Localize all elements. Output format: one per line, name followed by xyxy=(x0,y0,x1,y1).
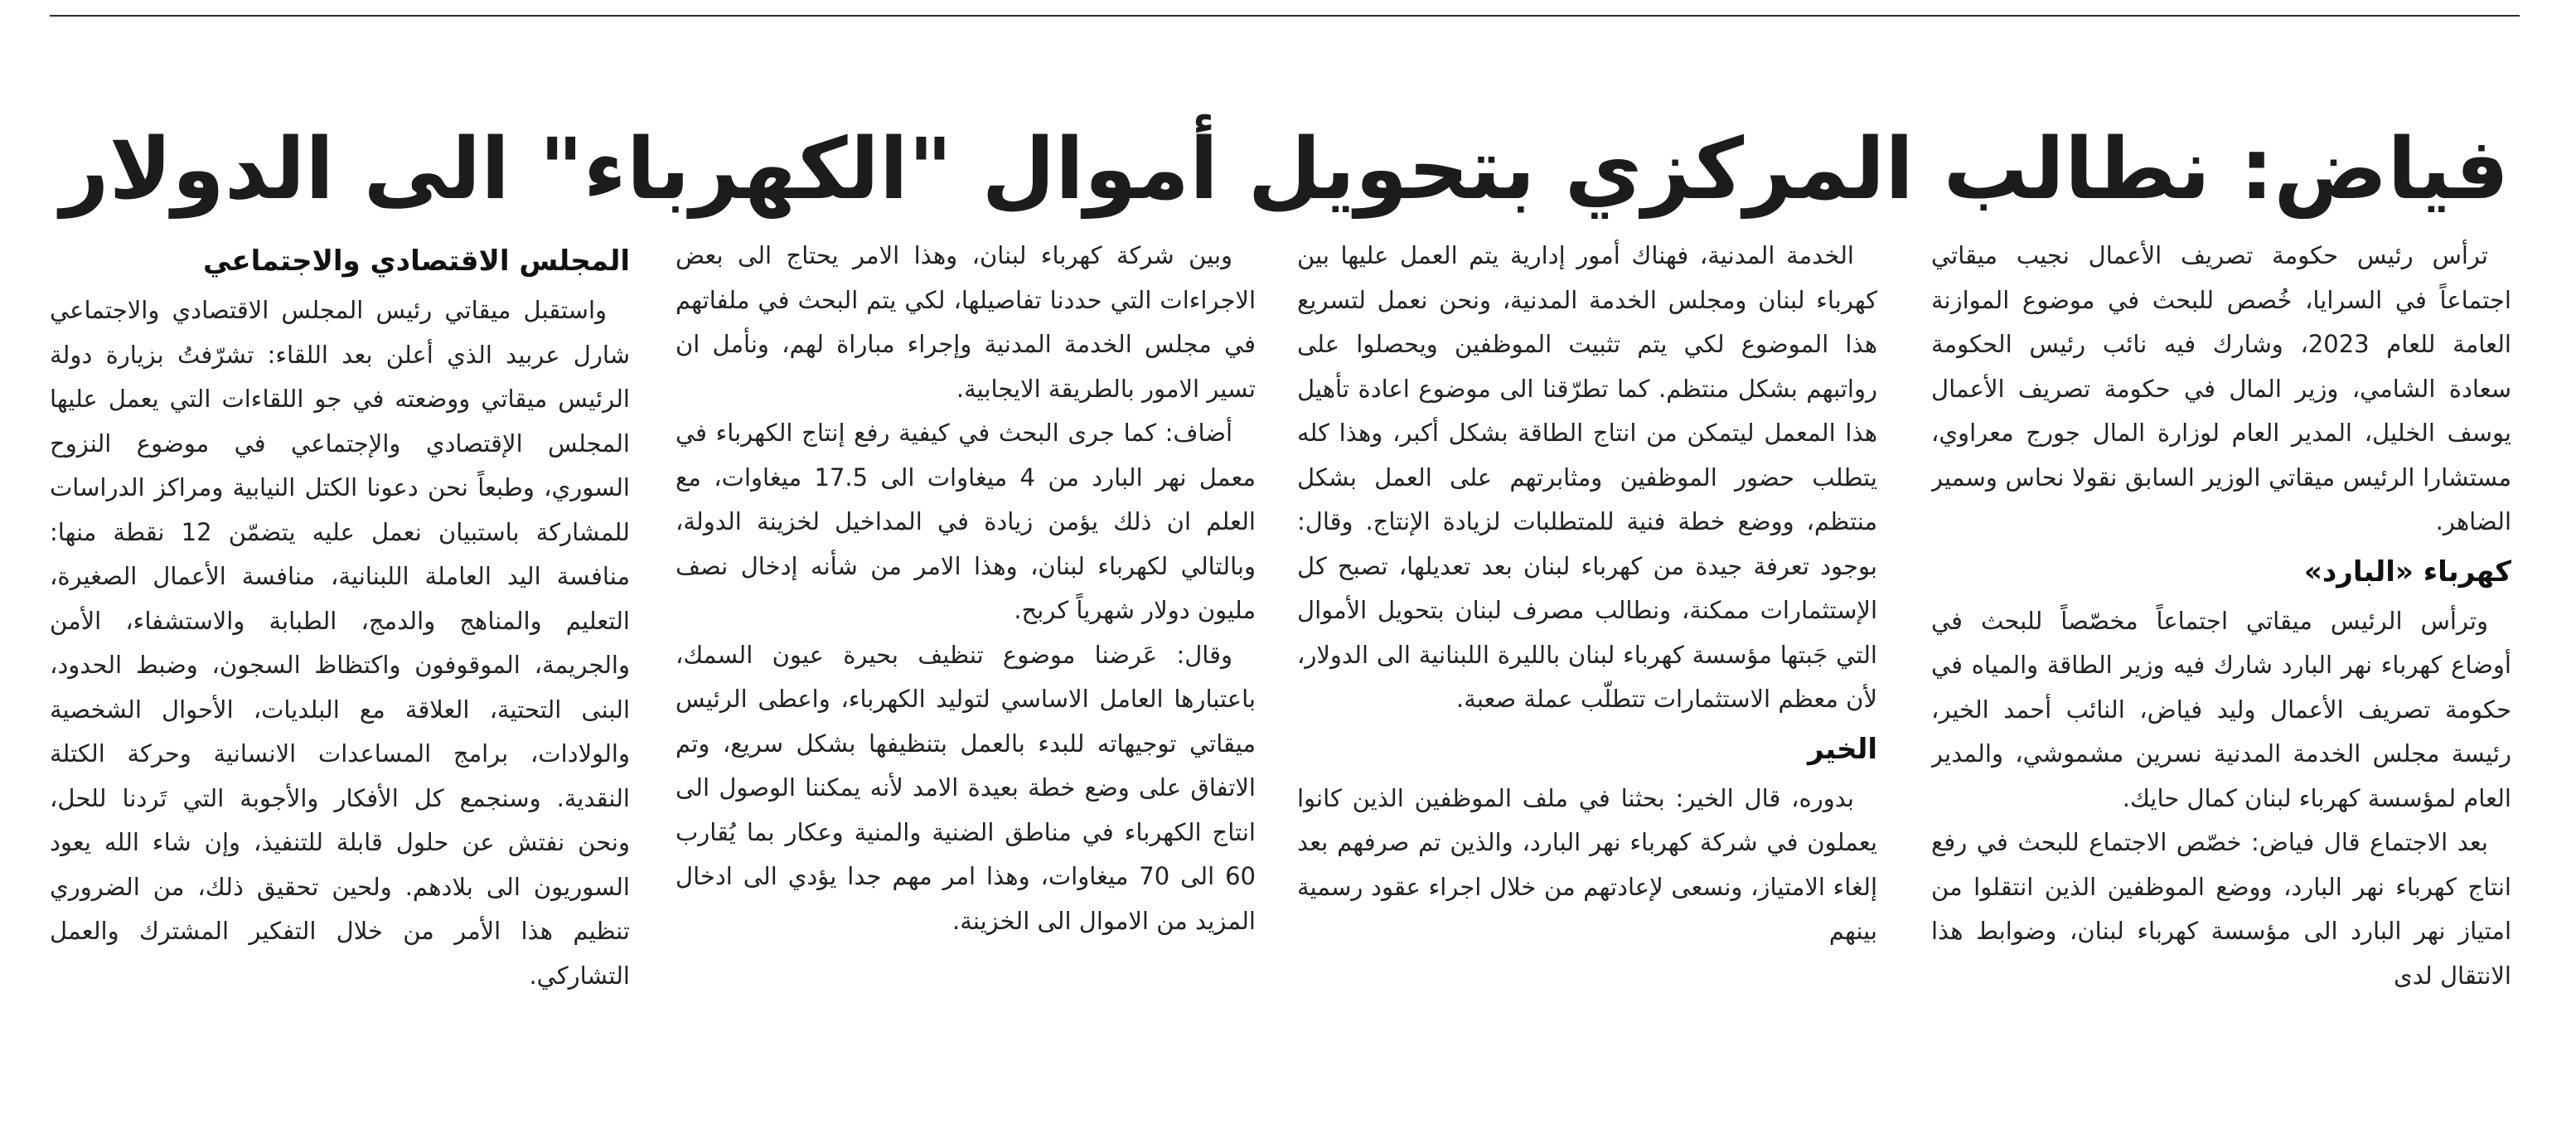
article-column-1 xyxy=(1931,234,2511,1096)
article-paragraph: بعد الاجتماع قال فياض: خصّص الاجتماع للبحث في رفع انتاج كهرباء نهر البارد، ووضع الموظفين الذين انتقلوا من امتياز نهر البارد الى مؤسسة كهرباء لبنان، وضوابط هذا الانتقال لدى xyxy=(1931,828,2511,990)
article-paragraph: بدوره، قال الخير: بحثنا في ملف الموظفين الذين كانوا يعملون في شركة كهرباء نهر البارد، والذين تم صرفهم بعد إلغاء الامتياز، ونسعى لإعادتهم من خلال اجراء عقود رسمية بينهم xyxy=(1297,783,1877,945)
article-column-2 xyxy=(1297,234,1877,1096)
article-paragraph: أضاف: كما جرى البحث في كيفية رفع إنتاج الكهرباء في معمل نهر البارد من 4 ميغاوات الى 17.5 ميغاوات، مع العلم ان ذلك يؤمن زيادة في المداخيل لخزينة الدولة، وبالتالي لكهرباء لبنان، وهذا الامر من شأنه إدخال نصف مليون دولار شهرياً كربح. xyxy=(675,419,1256,624)
article-paragraph: ترأس رئيس حكومة تصريف الأعمال نجيب ميقاتي اجتماعاً في السرايا، خُصص للبحث في موضوع الموازنة العامة للعام 2023، وشارك فيه نائب رئيس الحكومة سعادة الشامي، وزير المال في حكومة تصريف الأعمال يوسف الخليل، المدير العام لوزارة المال جورج معراوي، مستشارا الرئيس ميقاتي الوزير السابق نقولا نحاس وسمير الضاهر. xyxy=(1931,241,2511,535)
article-paragraph: وترأس الرئيس ميقاتي اجتماعاً مخصّصاً للبحث في أوضاع كهرباء نهر البارد شارك فيه وزير الطاقة والمياه في حكومة تصريف الأعمال وليد فياض، النائب أحمد الخير، رئيسة مجلس الخدمة المدنية نسرين مشموشي، والمدير العام لمؤسسة كهرباء لبنان كمال حايك. xyxy=(1931,606,2511,812)
section-subheading: كهرباء «البارد» xyxy=(2303,555,2511,589)
article-paragraph: واستقبل ميقاتي رئيس المجلس الاقتصادي والاجتماعي شارل عربيد الذي أعلن بعد اللقاء: تشرّفتُ بزيارة دولة الرئيس ميقاتي ووضعته في جو اللقاءات التي يعمل عليها المجلس الإقتصادي والإجتماعي في موضوع النزوح السوري، وطبعاً نحن دعونا الكتل النيابية ومراكز الدراسات للمشاركة باستبيان نعمل عليه يتضمّن 12 نقطة منها: منافسة اليد العاملة اللبنانية، منافسة الأعمال الصغيرة، التعليم والمناهج والدمج، الطبابة والاستشفاء، الأمن والجريمة، الموقوفون واكتظاظ السجون، وضبط الحدود، البنى التحتية، العلاقة مع البلديات، الأحوال الشخصية والولادات، برامج المساعدات الانسانية وحركة الكتلة النقدية. وسنجمع كل الأفكار والأجوبة التي تَردنا للحل، ونحن نفتش عن حلول قابلة للتنفيذ، وإن شاء الله يعود السوريون الى بلادهم. ولحين تحقيق ذلك، من الضروري تنظيم هذا الأمر من خلال التفكير المشترك والعمل التشاركي. xyxy=(50,296,630,990)
headline: فياض: نطالب المركزي بتحويل أموال "الكهرباء" الى الدولار xyxy=(60,120,2510,220)
top-rule xyxy=(50,15,2520,17)
article-column-4 xyxy=(50,234,630,1096)
article-paragraph: الخدمة المدنية، فهناك أمور إدارية يتم العمل عليها بين كهرباء لبنان ومجلس الخدمة المدنية، ونحن نعمل لتسريع هذا الموضوع لكي يتم تثبيت الموظفين ويحصلوا على رواتبهم بشكل منتظم. كما تطرّقنا الى موضوع اعادة تأهيل هذا المعمل ليتمكن من انتاج الطاقة بشكل أكبر، وهذا كله يتطلب حضور الموظفين ومثابرتهم على العمل بشكل منتظم، ووضع خطة فنية للمتطلبات لزيادة الإنتاج. وقال: بوجود تعرفة جيدة من كهرباء لبنان بعد تعديلها، تصبح كل الإستثمارات ممكنة، ونطالب مصرف لبنان بتحويل الأموال التي جَبتها مؤسسة كهرباء لبنان بالليرة اللبنانية الى الدولار، لأن معظم الاستثمارات تتطلّب عملة صعبة. xyxy=(1297,241,1877,713)
article-paragraph: وقال: عَرضنا موضوع تنظيف بحيرة عيون السمك، باعتبارها العامل الاساسي لتوليد الكهرباء، واعطى الرئيس ميقاتي توجيهاته للبدء بالعمل بتنظيفها بشكل سريع، وتم الاتفاق على وضع خطة بعيدة الامد لأنه يمكننا الوصول الى انتاج الكهرباء في مناطق الضنية والمنية وعكار بما يُقارب 60 الى 70 ميغاوات، وهذا امر مهم جدا يؤدي الى ادخال المزيد من الاموال الى الخزينة. xyxy=(675,640,1256,935)
section-subheading: الخير xyxy=(1808,732,1877,766)
article-paragraph: وبين شركة كهرباء لبنان، وهذا الامر يحتاج الى بعض الاجراءات التي حددنا تفاصيلها، لكي يتم البحث في ملفاتهم في مجلس الخدمة المدنية وإجراء مباراة لهم، ونأمل ان تسير الامور بالطريقة الايجابية. xyxy=(675,241,1256,403)
section-subheading: المجلس الاقتصادي والاجتماعي xyxy=(203,245,630,278)
article-column-3 xyxy=(675,234,1256,1096)
